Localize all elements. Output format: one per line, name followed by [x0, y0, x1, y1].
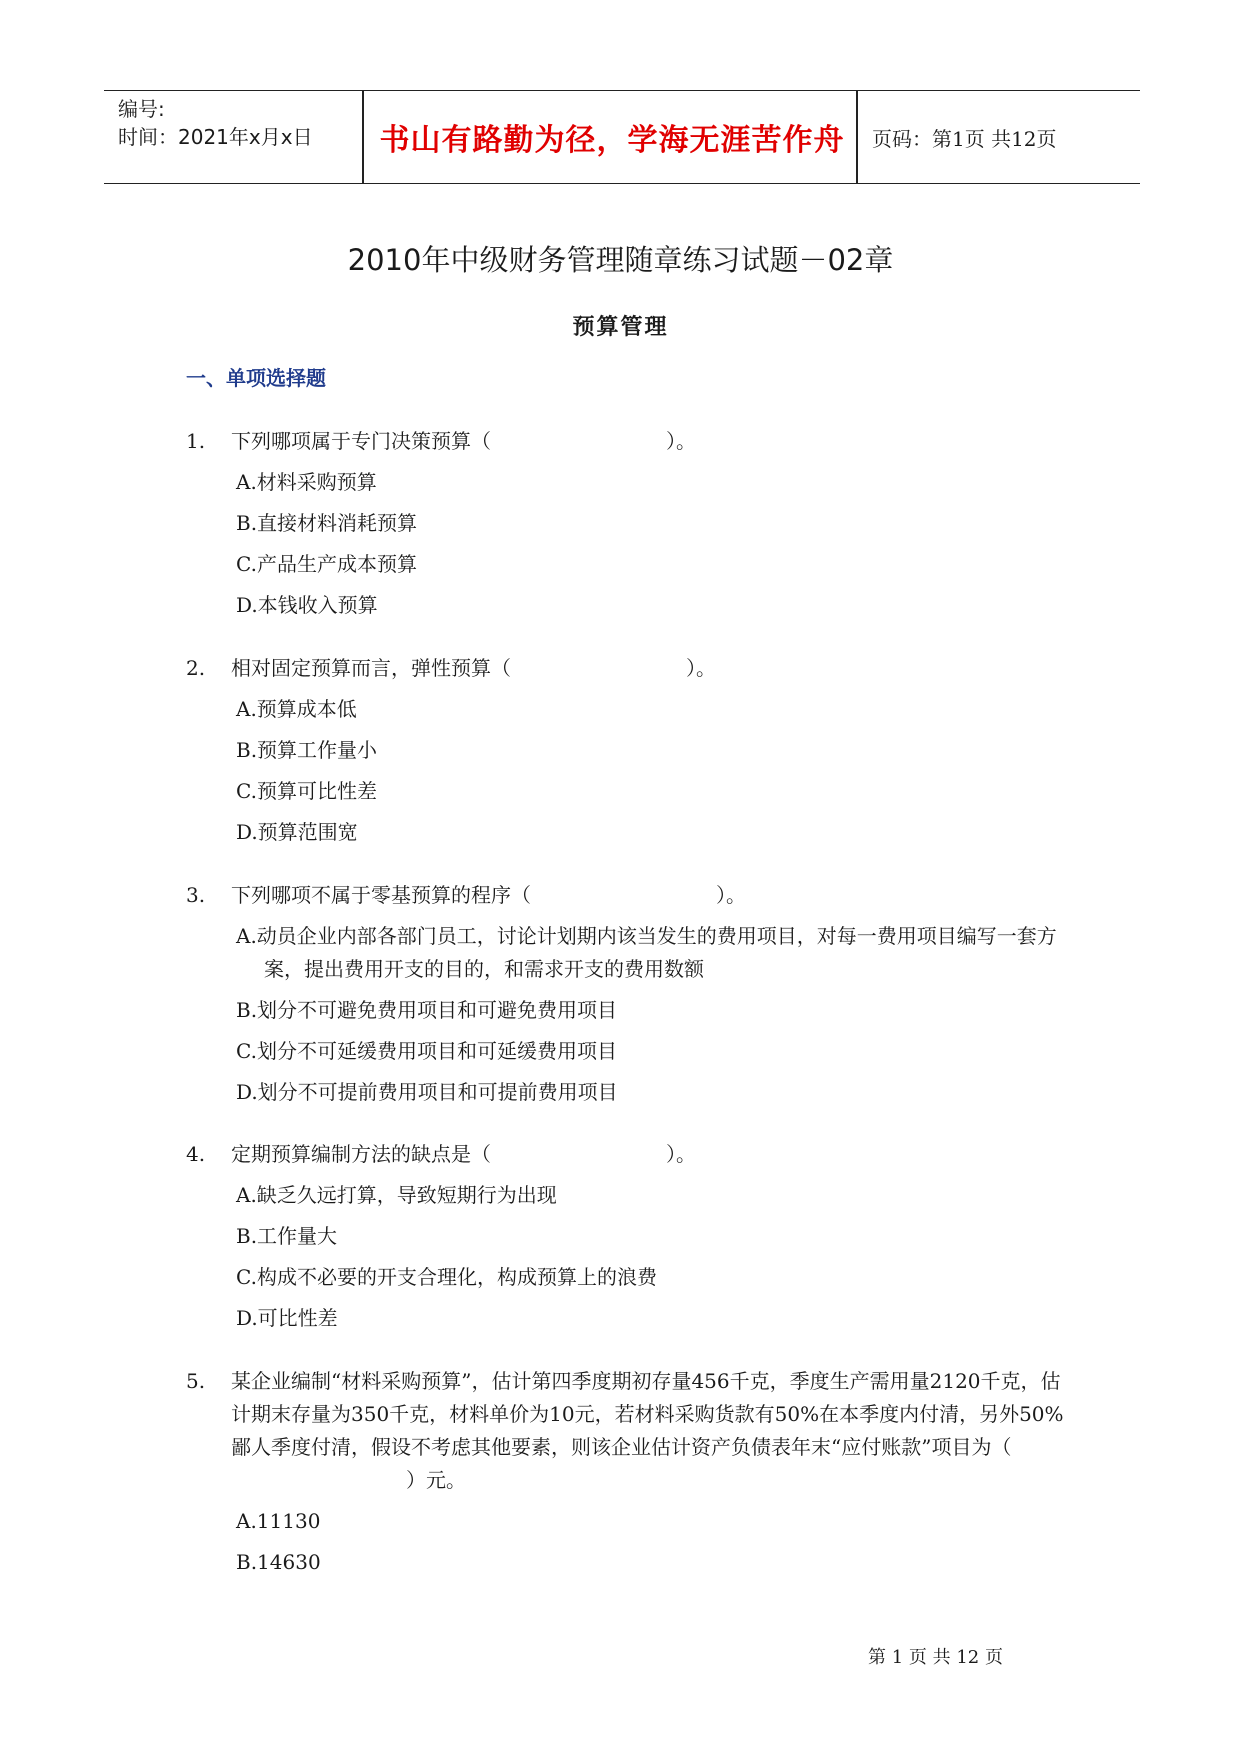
option-item: B.14630 [236, 1550, 321, 1574]
document-title: 2010年中级财务管理随章练习试题－02章 [347, 243, 894, 277]
question-text: 相对固定预算而言，弹性预算（ [231, 656, 511, 680]
question-stem [186, 652, 1066, 685]
question-item [186, 1138, 1066, 1335]
option-item: A.预算成本低 [236, 697, 357, 721]
option-item: A.动员企业内部各部门员工，讨论计划期内该当发生的费用项目，对每一费用项目编写一套方案，提出费用开支的目的，和需求开支的费用数额 [236, 924, 1057, 981]
question-number: 5. [186, 1369, 206, 1393]
question-text-end: ）。 [716, 883, 746, 907]
question-stem [186, 425, 1066, 458]
option-item: B.直接材料消耗预算 [236, 511, 418, 535]
question-stem [186, 1138, 1066, 1171]
document-subtitle: 预算管理 [572, 314, 669, 340]
option-item: A.缺乏久远打算，导致短期行为出现 [236, 1183, 557, 1207]
question-number: 4. [186, 1142, 206, 1166]
question-text-end: ）。 [666, 429, 696, 453]
option-item: B.划分不可避免费用项目和可避免费用项目 [236, 998, 618, 1022]
header-page-indicator: 页码：第1页 共12页 [872, 126, 1057, 151]
page-header [104, 90, 1140, 184]
option-item: C.产品生产成本预算 [236, 552, 417, 576]
section-heading: 一、单项选择题 [186, 366, 326, 390]
page-footer: 第 1 页 共 12 页 [868, 1647, 1003, 1668]
header-meta [118, 91, 368, 183]
option-list [236, 1505, 1066, 1579]
option-item: D.本钱收入预算 [236, 593, 378, 617]
option-list [236, 920, 1066, 1109]
document-time-label: 时间：2021年x月x日 [118, 125, 313, 149]
option-item: D.预算范围宽 [236, 820, 358, 844]
question-text: 下列哪项不属于零基预算的程序（ [231, 883, 531, 907]
option-list [236, 693, 1066, 849]
question-text: 下列哪项属于专门决策预算（ [231, 429, 491, 453]
option-item: D.可比性差 [236, 1306, 338, 1330]
header-divider-right [856, 91, 858, 183]
question-number: 2. [186, 656, 206, 680]
question-number: 3. [186, 883, 206, 907]
question-item [186, 425, 1066, 622]
option-item: C.预算可比性差 [236, 779, 377, 803]
option-item: D.划分不可提前费用项目和可提前费用项目 [236, 1080, 618, 1104]
question-text-end: ）。 [666, 1142, 696, 1166]
question-number: 1. [186, 429, 206, 453]
question-text: 某企业编制“材料采购预算”，估计第四季度期初存量456千克，季度生产需用量2120千克，估计期末存量为350千克，材料单价为10元，若材料采购货款有50%在本季度内付清，另外50%鄙人季度付清，假设不考虑其他要素，则该企业估计资产负债表年末“应付账款”项目为（ [231, 1369, 1064, 1459]
option-list [236, 466, 1066, 622]
option-item: B.预算工作量小 [236, 738, 378, 762]
option-item: C.划分不可延缓费用项目和可延缓费用项目 [236, 1039, 617, 1063]
option-item: A.材料采购预算 [236, 470, 377, 494]
question-text: 定期预算编制方法的缺点是（ [231, 1142, 491, 1166]
question-stem [186, 879, 1066, 912]
header-motto: 书山有路勤为径，学海无涯苦作舟 [379, 123, 845, 158]
document-number-label: 编号: [118, 97, 165, 121]
question-stem [186, 1365, 1066, 1497]
question-item [186, 652, 1066, 849]
question-item [186, 1365, 1066, 1579]
option-item: A.11130 [236, 1509, 321, 1533]
question-text-end: ）。 [686, 656, 716, 680]
option-list [236, 1179, 1066, 1335]
option-item: B.工作量大 [236, 1224, 338, 1248]
question-item [186, 879, 1066, 1109]
header-divider-left [362, 91, 364, 183]
question-text-end: ）元。 [406, 1468, 466, 1492]
option-item: C.构成不必要的开支合理化，构成预算上的浪费 [236, 1265, 657, 1289]
